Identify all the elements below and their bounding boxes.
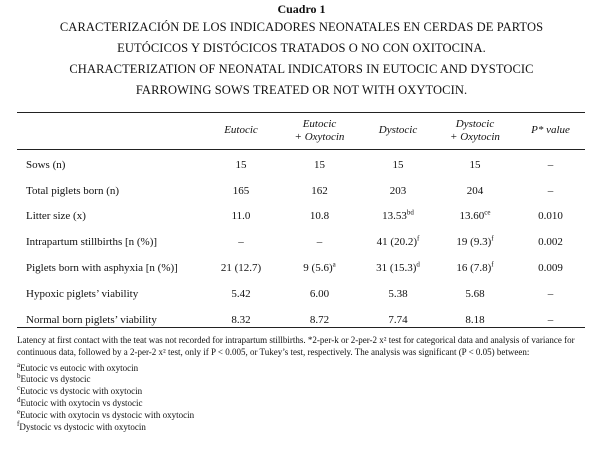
cell-value: – — [238, 236, 244, 249]
table-cell — [516, 178, 585, 204]
cell-value: 0.002 — [538, 236, 563, 249]
cell-superscript: f — [491, 260, 494, 269]
table-row — [17, 148, 585, 178]
footnote-mark: a — [17, 360, 21, 369]
cell-value: 13.53 — [382, 210, 407, 223]
table-row — [17, 307, 585, 333]
cell-value: 5.68 — [465, 287, 485, 300]
table-row — [17, 255, 585, 281]
table-cell — [516, 255, 585, 281]
row-label: Total piglets born (n) — [26, 184, 120, 197]
table-cell — [362, 178, 434, 204]
table-cell — [434, 307, 516, 333]
title-spanish-line-2: EUTÓCICOS Y DISTÓCICOS TRATADOS O NO CON OXITOCINA. — [117, 41, 486, 55]
cell-value: 10.8 — [309, 210, 330, 223]
table-number: Cuadro 1 — [277, 2, 326, 16]
footnote-mark: e — [17, 407, 21, 416]
cell-superscript: bd — [406, 208, 414, 217]
table-notes — [17, 335, 592, 433]
cell-value: 5.42 — [231, 287, 251, 300]
cell-value: 165 — [232, 184, 250, 197]
row-label: Litter size (x) — [26, 210, 86, 223]
table-cell — [277, 229, 362, 255]
table-cell — [516, 148, 585, 178]
table-cell — [205, 229, 277, 255]
table-row — [17, 178, 585, 204]
cell-value: 41 (20.2) — [376, 236, 417, 249]
table-cell — [362, 255, 434, 281]
title-english-line-2: FARROWING SOWS TREATED OR NOT WITH OXYTOCIN. — [135, 83, 468, 97]
cell-superscript: ce — [484, 208, 491, 217]
cell-value: 9 (5.6) — [303, 262, 333, 275]
cell-superscript: f — [491, 234, 494, 243]
header-cell: Eutocic + Oxytocin — [294, 117, 345, 143]
table-cell — [362, 281, 434, 307]
neonatal-indicators-table — [17, 113, 585, 333]
cell-value: 15 — [469, 158, 481, 171]
table-cell — [434, 255, 516, 281]
footnote — [17, 407, 592, 422]
cell-superscript: f — [416, 234, 420, 243]
cell-value: 8.32 — [231, 313, 251, 326]
table-cell — [516, 204, 585, 230]
cell-value: 16 (7.8) — [456, 262, 492, 275]
footnote-text: Eutocic vs dystocic — [20, 374, 91, 385]
row-label: Intrapartum stillbirths [n (%)] — [26, 236, 158, 249]
cell-value: – — [547, 184, 554, 197]
footnote-mark: f — [17, 419, 20, 428]
cell-value: – — [316, 236, 323, 249]
table-cell — [516, 307, 585, 333]
table-row — [17, 229, 585, 255]
table-cell — [516, 229, 585, 255]
cell-value: 204 — [466, 184, 484, 197]
cell-value: 19 (9.3) — [456, 236, 492, 249]
cell-value: 0.010 — [538, 210, 563, 223]
table-row — [17, 281, 585, 307]
cell-superscript: d — [416, 260, 420, 269]
row-label: Sows (n) — [26, 158, 66, 171]
table-cell — [277, 307, 362, 333]
footnote — [17, 386, 592, 398]
footnote — [17, 360, 592, 375]
table-cell — [277, 255, 362, 281]
header-cell: P* value — [531, 124, 570, 136]
cell-value: 31 (15.3) — [376, 262, 417, 275]
cell-value: 8.18 — [465, 313, 485, 326]
cell-value: 0.009 — [538, 262, 563, 275]
table-cell — [434, 178, 516, 204]
cell-value: 15 — [392, 158, 404, 171]
row-label: Piglets born with asphyxia [n (%)] — [26, 262, 178, 275]
cell-value: 11.0 — [231, 210, 251, 223]
cell-value: 5.38 — [388, 287, 408, 300]
table-cell — [434, 148, 516, 178]
table-cell — [362, 229, 434, 255]
footnote-text: Eutocic vs dystocic with oxytocin — [20, 386, 143, 397]
table-header-row — [17, 113, 585, 148]
table-cell — [205, 148, 277, 178]
cell-value: 7.74 — [388, 313, 408, 326]
cell-value: 6.00 — [309, 287, 330, 300]
cell-value: – — [547, 313, 554, 326]
footnote — [17, 419, 592, 434]
footnote-mark: b — [17, 372, 21, 381]
footnote-text: Dystocic vs dystocic with oxytocin — [19, 421, 146, 432]
table-cell — [205, 255, 277, 281]
row-label: Normal born piglets’ viability — [26, 313, 157, 326]
table-cell — [205, 204, 277, 230]
table-cell — [434, 281, 516, 307]
cell-value: 162 — [311, 184, 328, 197]
cell-value: 15 — [235, 158, 247, 171]
table-cell — [362, 307, 434, 333]
footnote-text: Eutocic with oxytocin vs dystocic with oxytocin — [20, 409, 195, 420]
footnote — [17, 374, 592, 386]
table-cell — [434, 229, 516, 255]
footnote-mark: c — [17, 384, 21, 393]
table-cell — [277, 178, 362, 204]
table-cell — [516, 281, 585, 307]
table-cell — [362, 204, 434, 230]
header-cell: Eutocic — [224, 124, 258, 136]
cell-value: – — [547, 287, 554, 300]
table-cell — [277, 204, 362, 230]
table-cell — [205, 281, 277, 307]
title-spanish-line-1: CARACTERIZACIÓN DE LOS INDICADORES NEONATALES EN CERDAS DE PARTOS — [59, 20, 544, 34]
header-cell: Dystocic + Oxytocin — [450, 117, 500, 143]
cell-superscript: a — [332, 260, 336, 269]
table-cell — [362, 148, 434, 178]
cell-value: 21 (12.7) — [220, 262, 262, 275]
cell-value: – — [547, 158, 554, 171]
table-cell — [277, 148, 362, 178]
table-row — [17, 204, 585, 230]
footnote — [17, 395, 592, 410]
header-label-column — [17, 113, 205, 148]
cell-value: 13.60 — [459, 210, 485, 223]
cell-value: 8.72 — [309, 313, 330, 326]
footnote-mark: d — [17, 395, 21, 404]
header-cell: Dystocic — [378, 124, 418, 136]
row-label: Hypoxic piglets’ viability — [26, 287, 139, 300]
table-cell — [277, 281, 362, 307]
footnote-list — [17, 360, 592, 434]
latency-note: Latency at first contact with the teat was not recorded for intrapartum stillbirths. *2-per-k or 2-per-2 x² test for categorical data and analysis of variance for continuous data, followed by a 2-per-2 x² test, only if P < 0.005, or Tukey’s test, respectively. The analysis was significant (P < 0.05) between: — [17, 335, 575, 357]
table-cell — [434, 204, 516, 230]
table-cell — [205, 307, 277, 333]
title-english-line-1: CHARACTERIZATION OF NEONATAL INDICATORS IN EUTOCIC AND DYSTOCIC — [69, 62, 534, 76]
cell-value: 15 — [314, 158, 325, 171]
footnote-text: Eutocic with oxytocin vs dystocic — [20, 397, 143, 408]
cell-value: 203 — [389, 184, 407, 197]
table-cell — [205, 178, 277, 204]
footnote-text: Eutocic vs eutocic with oxytocin — [20, 362, 139, 373]
